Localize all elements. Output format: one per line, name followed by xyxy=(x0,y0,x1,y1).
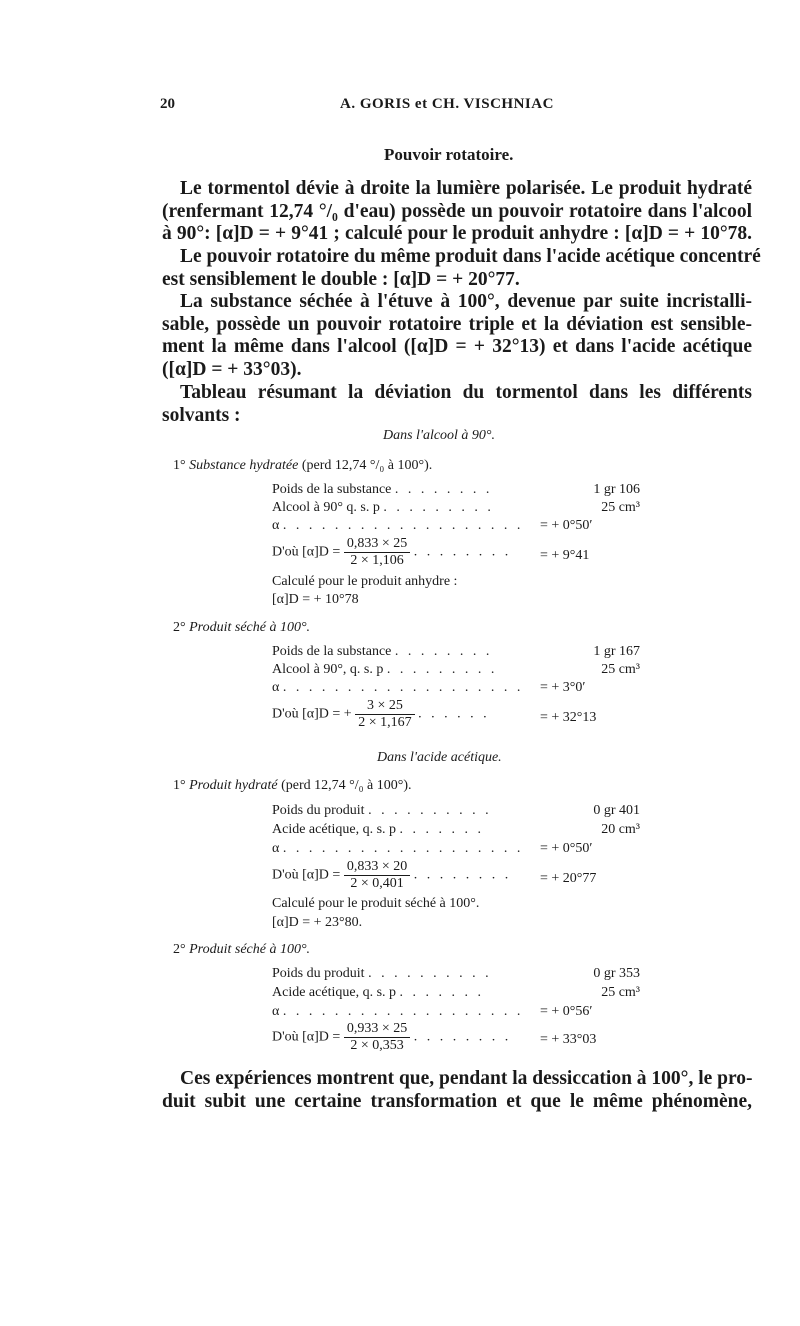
row-value: 0 gr 401 xyxy=(593,803,640,818)
row-label: Poids du produit . . . . . . . . . . xyxy=(272,803,492,818)
formula: D'où [α]D = + $\frac{3 \times 25}{2 \times 1,167}$ . . . . . . xyxy=(272,698,490,730)
row-label: Calculé pour le produit anhydre : xyxy=(272,574,458,589)
row-value: = + 9°41 xyxy=(540,548,590,563)
row-label: Acide acétique, q. s. p . . . . . . . xyxy=(272,822,485,837)
row-value: = + 32°13 xyxy=(540,710,597,725)
row-value: = + 33°03 xyxy=(540,1032,597,1047)
row-label: Alcool à 90° q. s. p . . . . . . . . . xyxy=(272,500,494,515)
text-line: Le tormentol dévie à droite la lumière polarisée. Le produit hydraté xyxy=(180,178,752,199)
formula: D'où [α]D = $\frac{0,833 \times 20}{2 \times 0,401}$ . . . . . . . . xyxy=(272,859,512,891)
row-label: Poids de la substance . . . . . . . . xyxy=(272,482,493,497)
paragraph-1 xyxy=(162,178,761,292)
item-label: Produit hydraté xyxy=(189,778,278,793)
subheading-acetique: Dans l'acide acétique. xyxy=(377,750,502,765)
text-line: Tableau résumant la déviation du tormentol dans les différents xyxy=(180,382,752,403)
row-value: = + 0°50′ xyxy=(540,841,593,856)
row-label: Alcool à 90°, q. s. p . . . . . . . . . xyxy=(272,662,498,677)
item-label: Produit séché à 100°. xyxy=(189,620,311,635)
paragraph-3 xyxy=(162,382,752,427)
item-number: 1° xyxy=(173,778,186,793)
row-label: [α]D = + 10°78 xyxy=(272,592,359,607)
running-header: A. GORIS et CH. VISCHNIAC xyxy=(340,96,554,112)
text-line: duit subit une certaine transformation et que le même phénomène, xyxy=(162,1090,752,1112)
row-label: Calculé pour le produit séché à 100°. xyxy=(272,896,480,911)
item-number: 2° xyxy=(173,620,186,635)
row-value: = + 3°0′ xyxy=(540,680,586,695)
row-label: α . . . . . . . . . . . . . . . . . . . xyxy=(272,841,524,856)
item-number: 2° xyxy=(173,942,186,957)
fraction: $\frac{0,833 \times 25}{2 \times 1,106}$ xyxy=(344,536,410,569)
fraction: $\frac{0,933 \times 25}{2 \times 0,353}$ xyxy=(344,1021,410,1054)
item-note: (perd 12,74 °/₀ à 100°). xyxy=(281,778,412,793)
subsection-title xyxy=(173,942,310,958)
row-value: 1 gr 106 xyxy=(593,482,640,497)
text-line: solvants : xyxy=(162,404,241,426)
text-line: est sensiblement le double : [α]D = + 20°77. xyxy=(162,268,520,290)
paragraph-conclusion xyxy=(162,1068,752,1113)
row-label: α . . . . . . . . . . . . . . . . . . . xyxy=(272,518,524,533)
item-label: Substance hydratée xyxy=(189,458,299,473)
row-value: = + 20°77 xyxy=(540,871,597,886)
fraction: $\frac{0,833 \times 20}{2 \times 0,401}$ xyxy=(344,859,410,892)
text-line: ([α]D = + 33°03). xyxy=(162,359,302,381)
item-number: 1° xyxy=(173,458,186,473)
formula: D'où [α]D = $\frac{0,933 \times 25}{2 \times 0,353}$ . . . . . . . . xyxy=(272,1021,512,1053)
row-value: 25 cm³ xyxy=(601,500,640,515)
subsection-title xyxy=(173,778,412,794)
subsection-title xyxy=(173,458,432,474)
formula: D'où [α]D = $\frac{0,833 \times 25}{2 \times 1,106}$ . . . . . . . . xyxy=(272,536,512,568)
item-note: (perd 12,74 °/₀ à 100°). xyxy=(301,458,433,473)
subsection-title xyxy=(173,620,310,636)
page-number: 20 xyxy=(160,96,175,112)
row-label: Poids de la substance . . . . . . . . xyxy=(272,644,493,659)
row-value: 25 cm³ xyxy=(601,662,640,677)
row-label: [α]D = + 23°80. xyxy=(272,915,363,930)
item-label: Produit séché à 100°. xyxy=(189,942,311,957)
row-value: = + 0°50′ xyxy=(540,518,593,533)
subheading-alcool: Dans l'alcool à 90°. xyxy=(383,428,496,443)
fraction: $\frac{3 \times 25}{2 \times 1,167}$ xyxy=(355,698,414,731)
text-line: (renfermant 12,74 °/₀ d'eau) possède un pouvoir rotatoire dans l'alcool xyxy=(162,200,752,222)
paragraph-2 xyxy=(162,291,752,382)
section-title: Pouvoir rotatoire. xyxy=(384,145,514,164)
row-label: α . . . . . . . . . . . . . . . . . . . xyxy=(272,680,524,695)
row-value: 0 gr 353 xyxy=(593,966,640,981)
row-label: Poids du produit . . . . . . . . . . xyxy=(272,966,492,981)
row-label: α . . . . . . . . . . . . . . . . . . . xyxy=(272,1004,524,1019)
text-line: à 90°: [α]D = + 9°41 ; calculé pour le produit anhydre : [α]D = + 10°78. xyxy=(162,223,752,245)
row-value: 1 gr 167 xyxy=(593,644,640,659)
text-line: ment la même dans l'alcool ([α]D = + 32°13) et dans l'acide acétique xyxy=(162,336,752,358)
text-line: Le pouvoir rotatoire du même produit dans l'acide acétique concentré xyxy=(180,246,761,268)
row-value: = + 0°56′ xyxy=(540,1004,593,1019)
row-value: 25 cm³ xyxy=(601,985,640,1000)
text-line: Ces expériences montrent que, pendant la dessiccation à 100°, le pro- xyxy=(180,1068,753,1089)
row-value: 20 cm³ xyxy=(601,822,640,837)
text-line: sable, possède un pouvoir rotatoire triple et la déviation est sensible- xyxy=(162,313,752,335)
row-label: Acide acétique, q. s. p . . . . . . . xyxy=(272,985,485,1000)
text-line: La substance séchée à l'étuve à 100°, devenue par suite incristalli- xyxy=(180,291,752,312)
